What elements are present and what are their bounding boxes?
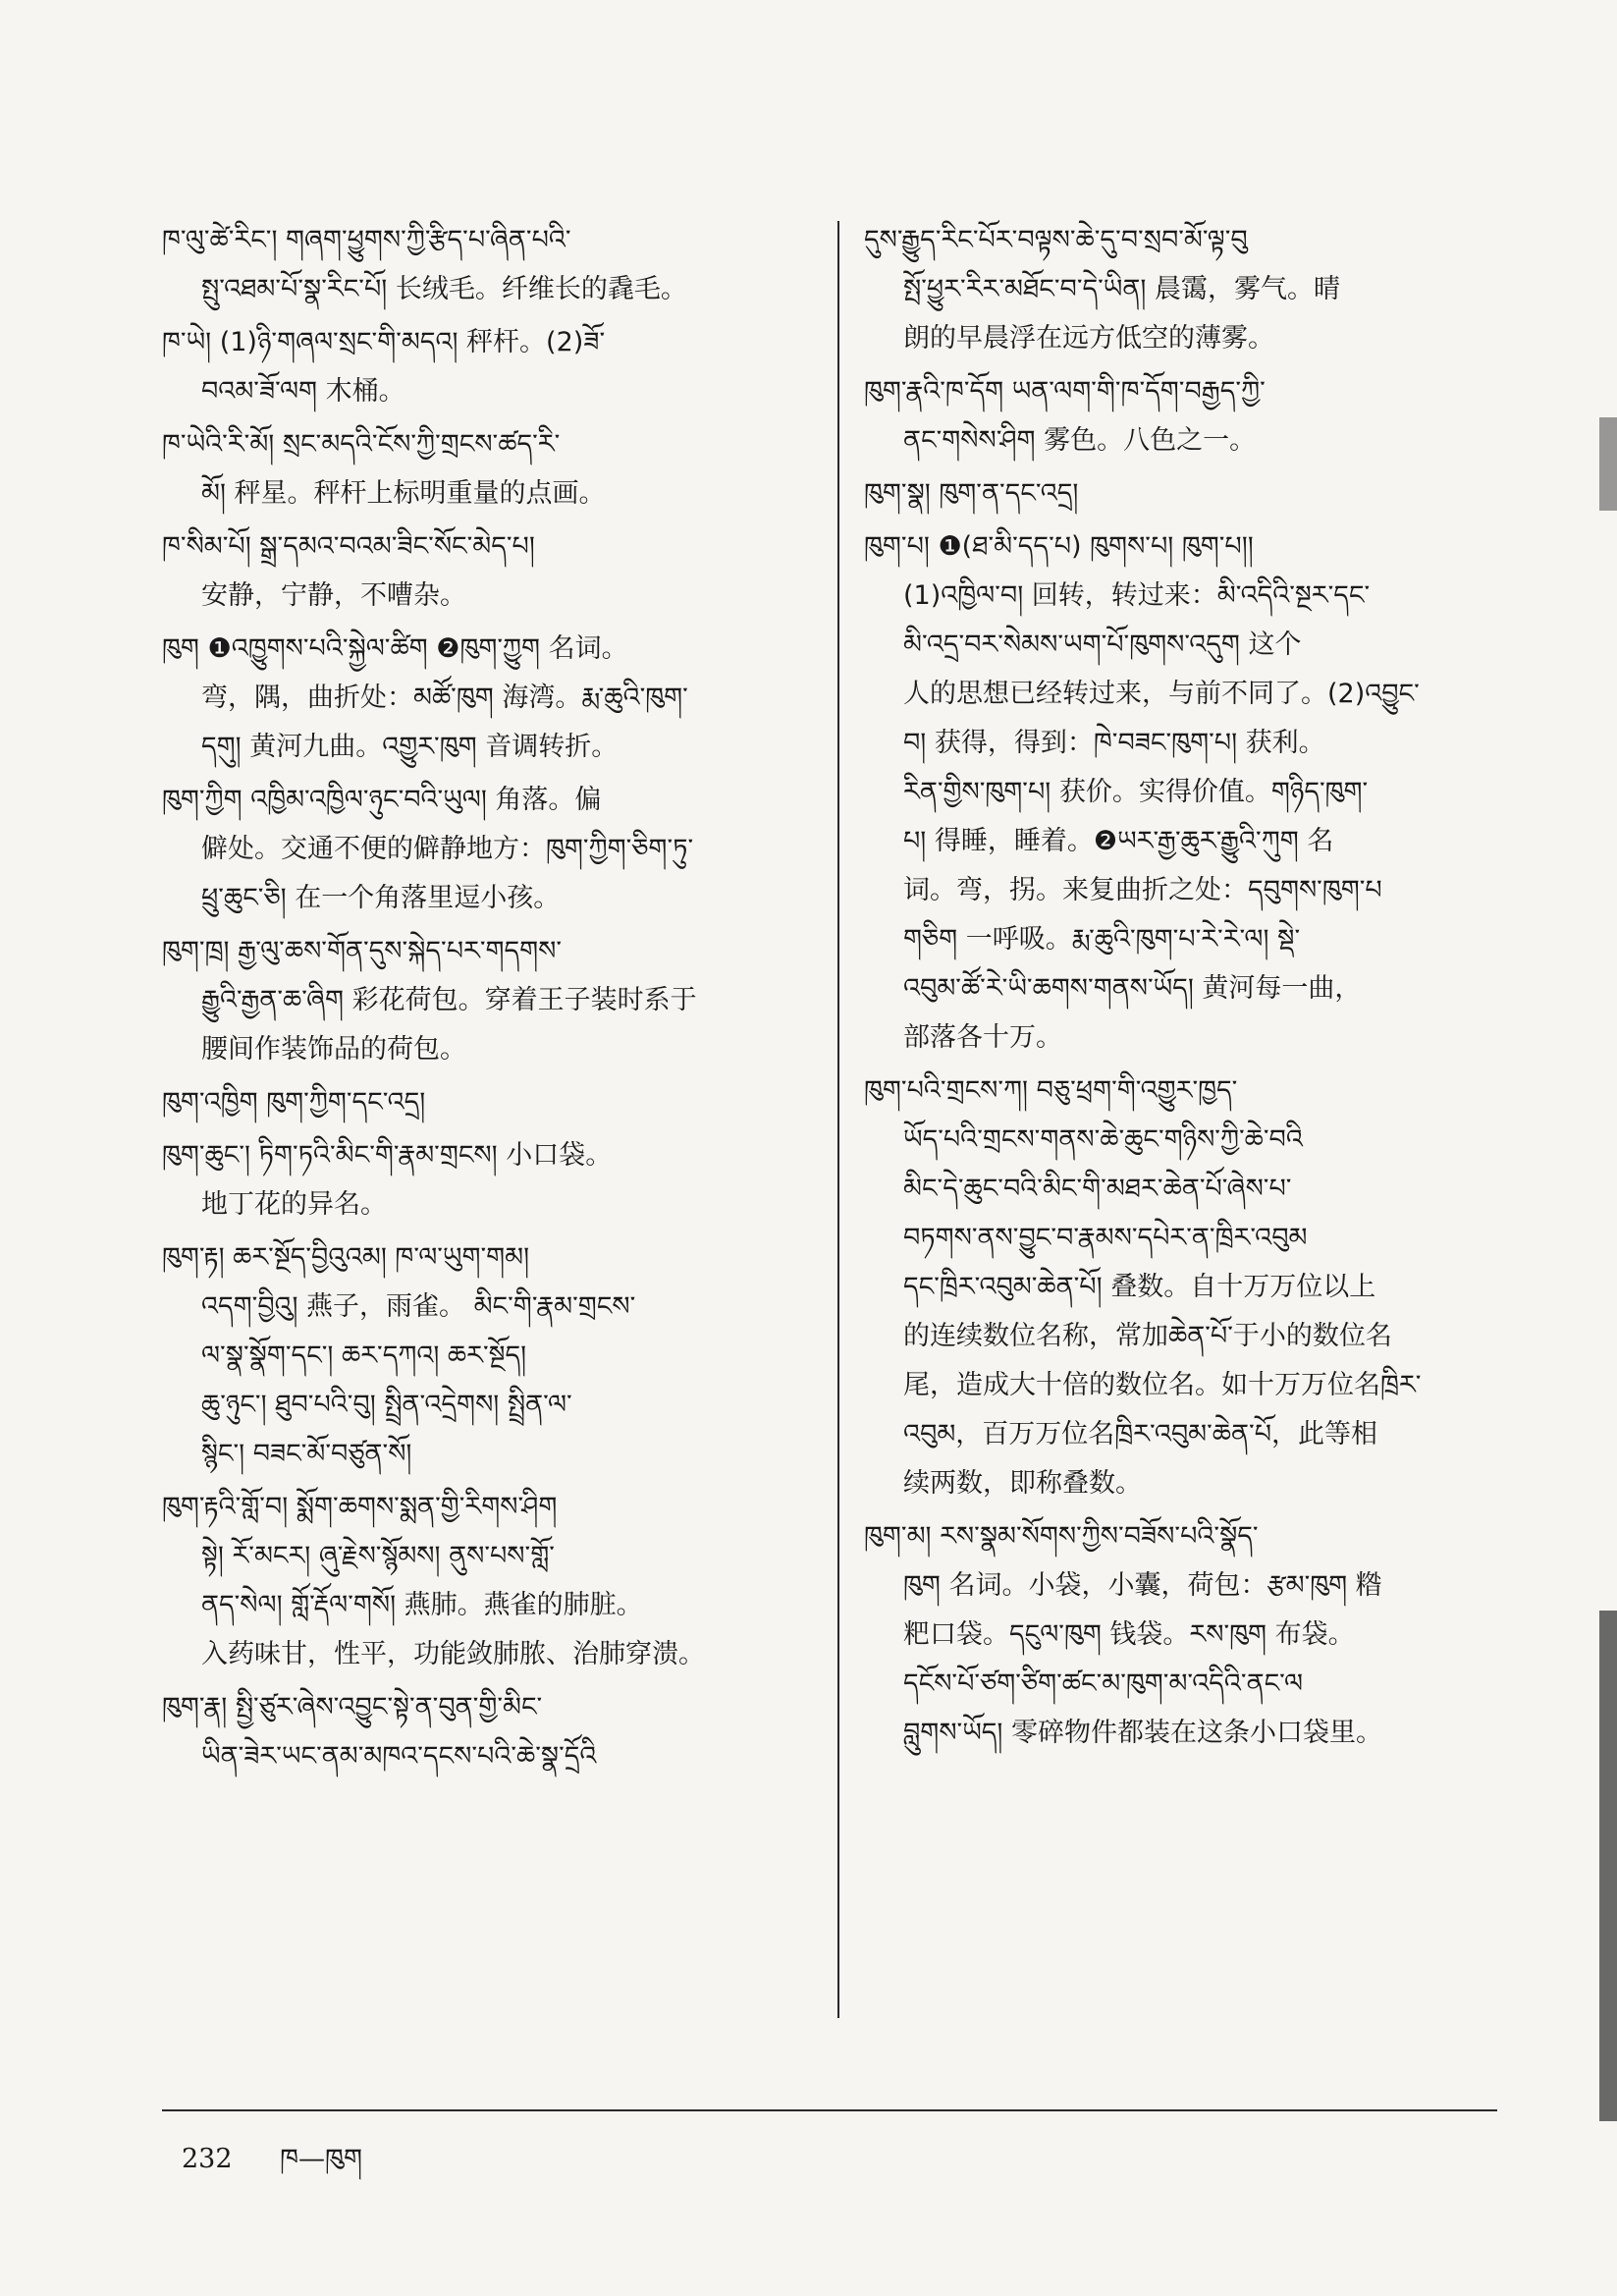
dictionary-entry [864,216,1502,363]
entry-line: པ། 得睡，睡着。❷ཡར་རྒྱ་ཆུར་རྒྱུའི་ཀུག 名 [903,826,1334,856]
edge-thumb-index-bottom [1599,1611,1617,2121]
dictionary-entry [864,522,1502,1063]
entry-line: 僻处。交通不便的僻静地方：ཁུག་ཀྱིག་ཅིག་ཏུ་ [201,834,694,864]
dictionary-entry [162,1078,825,1127]
column-divider [837,221,839,2018]
left-column [162,216,825,1785]
entry-headline: ཁུག་ཆུང་། ཏིག་ཏའི་མིང་གི་རྣམ་གྲངས། 小口袋。 [162,1140,613,1171]
entry-headline: ཁུག་རྣ། སྤྱི་ཙུར་ཞེས་འབྱུང་སྟེ་ན་བུན་གྱི་མིང་ [162,1692,543,1722]
entry-line: 续两数，即称叠数。 [903,1468,1142,1499]
dictionary-entry [864,1512,1502,1758]
right-column [864,216,1502,1762]
entry-line: བཏགས་ནས་བྱུང་བ་རྣམས་དཔེར་ན་ཁྲིར་འབུམ [903,1223,1308,1253]
entry-line: ལ་སྣ་སྣོག་དང་། ཆར་དཀའ། ཆར་སྔོད། [201,1340,527,1371]
entry-line: བླུགས་ཡོད། 零碎物件都装在这条小口袋里。 [903,1718,1382,1748]
entry-line: 词。弯，拐。来复曲折之处：དབུགས་ཁུག་པ [903,875,1382,905]
entry-headline: ཁ་ཡེ། (1)ཉི་གཞལ་སྲང་གི་མདའ། 秤杆。(2)ཟོ་ [162,327,606,357]
entry-headline: ཁུག་མ། རས་སྣམ་སོགས་ཀྱིས་བཟོས་པའི་སྣོད་ [864,1521,1259,1552]
entry-headline: ཁུག་པའི་གྲངས་ཀ། བཅུ་ཕྲག་གི་འགྱུར་ཁྱད་ [864,1075,1238,1106]
dictionary-entry [162,1483,825,1679]
footer-rule [162,2109,1497,2111]
entry-line: 粑口袋。དངུལ་ཁུག 钱袋。རས་ཁུག 布袋。 [903,1619,1355,1650]
entry-line: 腰间作装饰品的荷包。 [201,1034,466,1065]
entry-line: ཁུག 名词。小袋，小囊，荷包：རྩམ་ཁུག 糌 [903,1570,1382,1601]
entry-headline: ཁུག་ཀྱིག འཁྱིམ་འཁྱིལ་ཉུང་བའི་ཡུལ། 角落。偏 [162,785,602,815]
entry-line: ནད་སེལ། གློ་རྡོལ་གསོ། 燕肺。燕雀的肺脏。 [201,1590,643,1620]
entry-line: ཡིན་ཟེར་ཡང་ནམ་མཁའ་དངས་པའི་ཆེ་སྣ་དྲོའི [201,1741,597,1772]
dictionary-entry [162,625,825,772]
entry-line: 地丁花的异名。 [201,1189,387,1220]
dictionary-entry [162,776,825,923]
entry-line: 安静，宁静，不嘈杂。 [201,580,466,611]
entry-headline: ཁུག་རྣའི་ཁ་དོག ཡན་ལག་གི་ཁ་དོག་བརྒྱད་ཀྱི་ [864,376,1266,407]
edge-thumb-index-top [1599,417,1617,511]
entry-headline: ཁ་སིམ་པོ། སྒྲ་དམའ་བའམ་ཟིང་སོང་མེད་པ། [162,531,535,562]
dictionary-entry [864,469,1502,519]
entry-headline: ཁུག་སྣ། ཁུག་ན་དང་འདྲ། [864,478,1079,509]
entry-line: འབུམ་ཚོ་རེ་ཡི་ཆགས་གནས་ཡོད། 黄河每一曲， [903,973,1362,1004]
entry-line: ཕྲུ་ཆུང་ཅི། 在一个角落里逗小孩。 [201,883,561,913]
entry-headline: ཁུག་རྟ། ཆར་སྔོད་བྱིའུའམ། ཁ་ལ་ཡུག་གམ། [162,1242,530,1273]
dictionary-entry [162,216,825,314]
dictionary-entry [162,522,825,621]
entry-line: སྤོ་ཕྱུར་རིར་མཐོང་བ་དེ་ཡིན། 晨霭，雾气。晴 [903,274,1340,304]
entry-line: སྟེ། རོ་མངར། ཞུ་རྗེས་སྙོམས། ནུས་པས་གློ་ [201,1541,555,1571]
entry-headline: ཁུག་རྟའི་གློ་བ། སྨོག་ཆགས་སྨན་གྱི་རིགས་ཤིག [162,1492,558,1522]
entry-line: འདག་བྱིའུ། 燕子，雨雀。 མིང་གི་རྣམ་གྲངས་ [201,1291,636,1322]
entry-line: རྒྱུའི་རྒྱན་ཆ་ཞིག 彩花荷包。穿着王子装时系于 [201,985,697,1015]
page-number: 232 [182,2144,233,2174]
dictionary-entry [162,927,825,1074]
dictionary-entry [162,420,825,519]
dictionary-entry [162,318,825,416]
entry-headline: ཁུག་པ། ❶(ཐ་མི་དད་པ) ཁུགས་པ། ཁུག་པ།། [864,531,1254,562]
entry-line: མི་འདྲ་བར་སེམས་ཡག་པོ་ཁུགས་འདུག 这个 [903,629,1302,660]
entry-headline: ཁ་ཡེའི་རི་མོ། སྲང་མདའི་ངོས་ཀྱི་གྲངས་ཚད་རི་ [162,429,561,460]
dictionary-entry [864,1066,1502,1508]
entry-line: 朗的早晨浮在远方低空的薄雾。 [903,323,1274,354]
entry-line: ཆུ་ཉུང་། ཐུབ་པའི་བུ། སྤྲིན་འདྲེགས། སྤྲིན་ལ་ [201,1390,572,1420]
entry-line: དགུ། 黄河九曲。འགྱུར་ཁུག 音调转折。 [201,732,619,762]
entry-line: 人的思想已经转过来，与前不同了。(2)འབྱུང་ [903,679,1420,709]
dictionary-entry [162,1131,825,1230]
dictionary-entry [162,1683,825,1781]
entry-line: 弯，隅，曲折处：མཚོ་ཁུག 海湾。རྨ་ཆུའི་ཁུག་ [201,683,688,713]
entry-line: མིང་དེ་ཆུང་བའི་མིང་གི་མཐར་ཆེན་པོ་ཞེས་པ་ [903,1174,1292,1204]
page-range: ཁ—ཁུག [280,2144,362,2174]
entry-line: དང་ཁྲིར་འབུམ་ཆེན་པོ། 叠数。自十万万位以上 [903,1272,1376,1302]
entry-headline: དུས་རྒྱུད་རིང་པོར་བལྟས་ཆེ་དུ་བ་སྲབ་མོ་ལྟ་བུ [864,225,1248,255]
dictionary-entry [162,1233,825,1479]
entry-line: སྙིང་། བཟང་མོ་བཙུན་སོ། [201,1439,412,1469]
page-footer [182,2129,362,2204]
entry-line: 入药味甘，性平，功能敛肺脓、治肺穿溃。 [201,1639,705,1669]
entry-line: སྤུ་འཐམ་པོ་སྣ་རིང་པོ། 长绒毛。纤维长的毳毛。 [201,274,687,304]
entry-line: ཡོད་པའི་གྲངས་གནས་ཆེ་ཆུང་གཉིས་ཀྱི་ཆེ་བའི [903,1124,1303,1155]
entry-line: གཅིག 一呼吸。རྨ་ཆུའི་ཁུག་པ་རེ་རེ་ལ། སྡེ་ [903,924,1301,955]
entry-line: དངོས་པོ་ཙག་ཙིག་ཚང་མ་ཁུག་མ་འདིའི་ནང་ལ [903,1668,1304,1699]
entry-line: 的连续数位名称，常加ཆེན་པོ་于小的数位名 [903,1321,1392,1351]
entry-headline: ཁུག་ཁྲ། རྒྱ་ལུ་ཆས་གོན་དུས་སྐེད་པར་གདགས་ [162,936,563,966]
entry-line: བ། 获得，得到：ཁེ་བཟང་ཁུག་པ། 获利。 [903,728,1325,758]
entry-headline: ཁུག ❶འཁྱུགས་པའི་སྐྱེལ་ཚིག ❷ཁུག་ཀྱུག 名词。 [162,633,628,664]
entry-line: བའམ་ཟོ་ལག 木桶。 [201,376,405,407]
entry-line: 部落各十万。 [903,1022,1062,1053]
dictionary-entry [864,367,1502,465]
entry-line: རིན་གྱིས་ཁུག་པ། 获价。实得价值。གཉིད་ཁུག་ [903,777,1369,807]
entry-line: (1)འཁྱིལ་བ། 回转，转过来：མི་འདིའི་སྔར་དང་ [903,580,1371,611]
entry-headline: ཁ་ལུ་ཚེ་རིང་། གཞག་ཕྱུགས་ཀྱི་རྩིད་པ་ཞིན་པའི་ [162,225,571,255]
entry-line: འབུམ，百万万位名ཁྲིར་འབུམ་ཆེན་པོ，此等相 [903,1419,1378,1449]
entry-line: 尾，造成大十倍的数位名。如十万万位名ཁྲིར་ [903,1370,1422,1400]
entry-line: མོ། 秤星。秤杆上标明重量的点画。 [201,478,606,509]
entry-line: ནང་གསེས་ཤིག 雾色。八色之一。 [903,425,1257,456]
entry-headline: ཁུག་འཁྱིག ཁུག་ཀྱིག་དང་འདྲ། [162,1087,426,1118]
